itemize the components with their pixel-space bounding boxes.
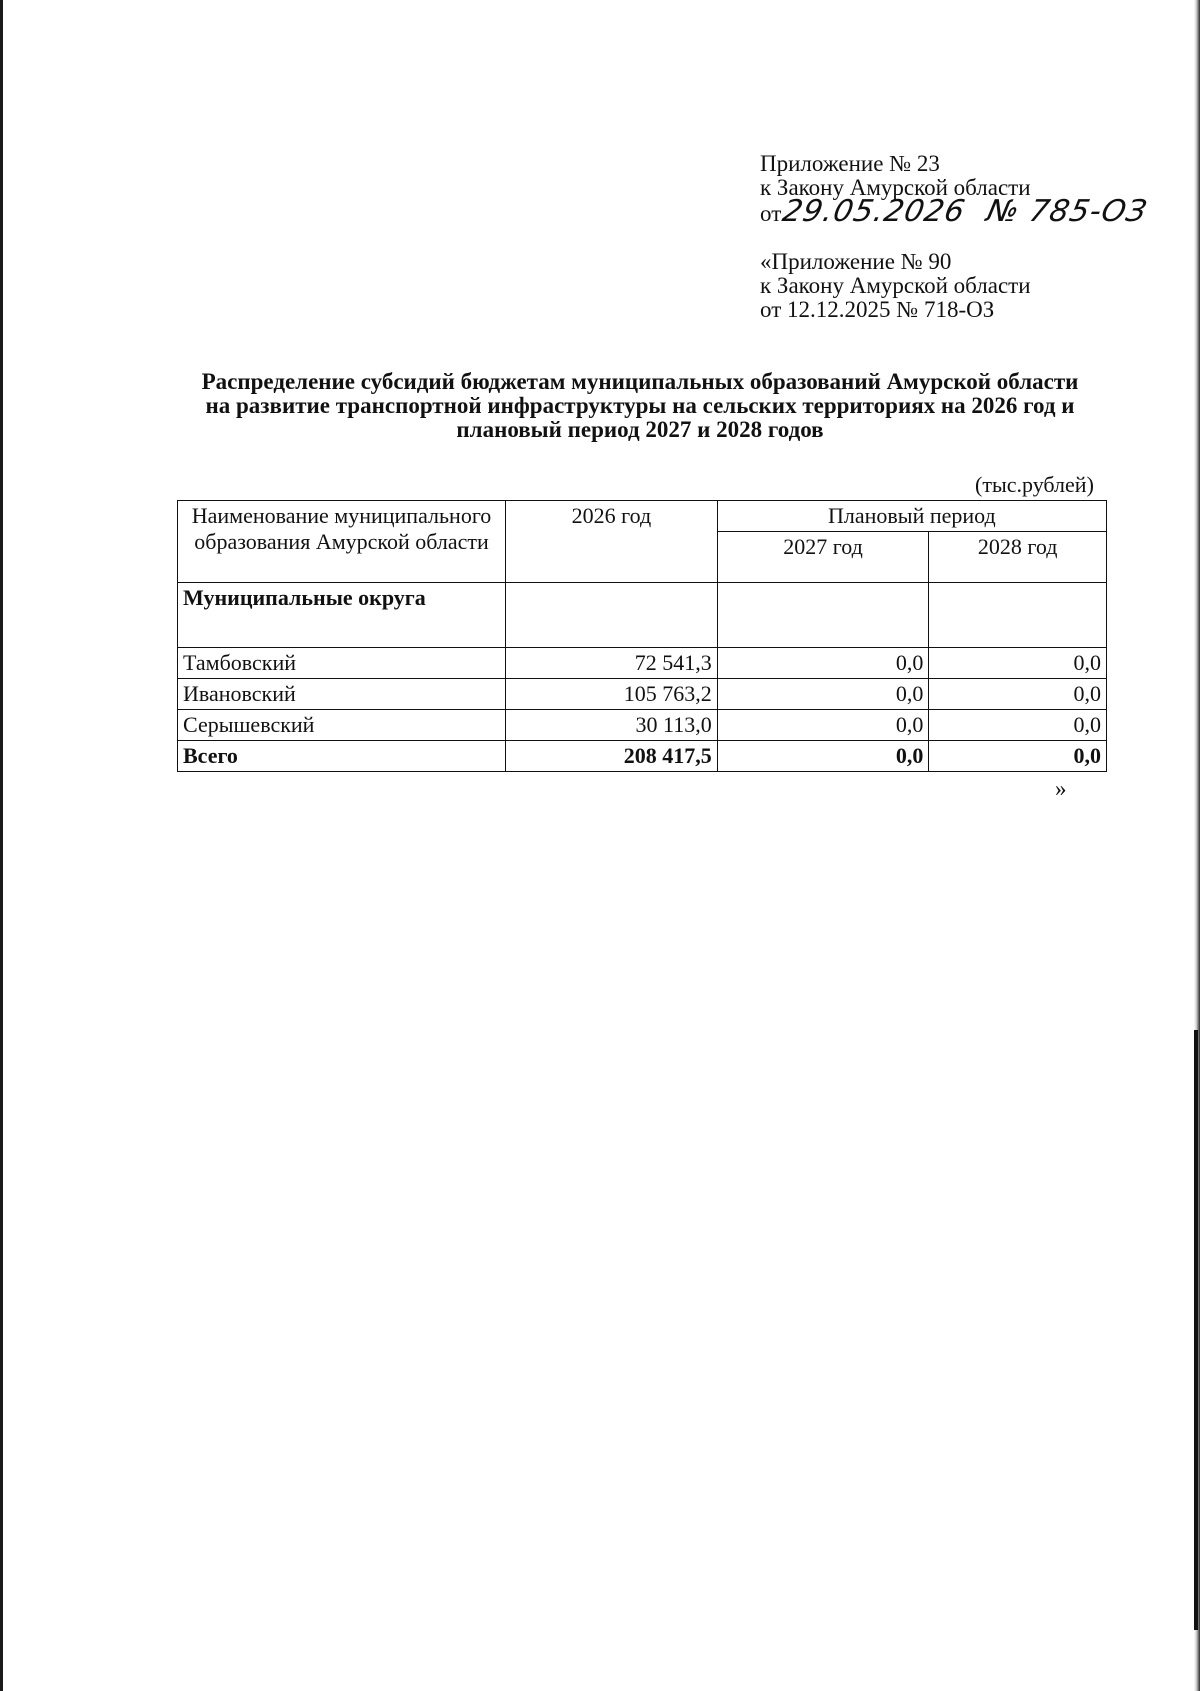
row-name: Ивановский	[178, 679, 506, 710]
amended-appendix-date: от 12.12.2025 № 718-ОЗ	[760, 297, 995, 322]
section-row	[178, 583, 1107, 648]
page-left-edge	[0, 0, 3, 1691]
row-value-2028: 0,0	[929, 710, 1107, 741]
total-value-2026: 208 417,5	[506, 741, 718, 772]
row-value-2028: 0,0	[929, 679, 1107, 710]
table-header-row	[178, 501, 1107, 532]
total-value-2027: 0,0	[717, 741, 929, 772]
handwritten-date: 29.05.2026	[779, 194, 969, 229]
total-row	[178, 741, 1107, 772]
amended-appendix-header	[760, 250, 1031, 322]
total-label: Всего	[178, 741, 506, 772]
row-value-2027: 0,0	[717, 648, 929, 679]
subsidy-distribution-table	[177, 500, 1107, 772]
table-row	[178, 648, 1107, 679]
row-value-2026: 72 541,3	[506, 648, 718, 679]
row-value-2026: 30 113,0	[506, 710, 718, 741]
row-name: Тамбовский	[178, 648, 506, 679]
appendix-date-line	[760, 194, 1151, 229]
appendix-number: Приложение № 23	[760, 151, 940, 176]
document-title	[160, 370, 1120, 442]
row-value-2027: 0,0	[717, 710, 929, 741]
appendix-law-reference: к Закону Амурской области	[760, 175, 1031, 200]
header-2028: 2028 год	[929, 532, 1107, 583]
title-line-1: Распределение субсидий бюджетам муниципальных образований Амурской области	[201, 369, 1079, 394]
title-line-2: на развитие транспортной инфраструктуры на сельских территориях на 2026 год и	[205, 393, 1075, 418]
section-empty-cell	[929, 583, 1107, 648]
table-row	[178, 710, 1107, 741]
total-value-2028: 0,0	[929, 741, 1107, 772]
amended-appendix-number: «Приложение № 90	[760, 249, 952, 274]
row-name: Серышевский	[178, 710, 506, 741]
header-planned-period: Плановый период	[717, 501, 1106, 532]
header-name: Наименование муниципального образования Амурской области	[178, 501, 506, 583]
table-row	[178, 679, 1107, 710]
amended-appendix-law-reference: к Закону Амурской области	[760, 273, 1031, 298]
appendix-date-prefix: от	[760, 201, 782, 226]
title-line-3: плановый период 2027 и 2028 годов	[456, 417, 824, 442]
row-value-2026: 105 763,2	[506, 679, 718, 710]
handwritten-law-number: № 785-ОЗ	[983, 194, 1151, 229]
header-2027: 2027 год	[717, 532, 929, 583]
section-empty-cell	[506, 583, 718, 648]
appendix-header	[760, 151, 1151, 229]
section-label: Муниципальные округа	[178, 583, 506, 648]
section-empty-cell	[717, 583, 929, 648]
closing-quote: »	[1055, 776, 1067, 801]
scan-edge-mark	[1194, 1030, 1198, 1630]
header-2026: 2026 год	[506, 501, 718, 583]
row-value-2027: 0,0	[717, 679, 929, 710]
units-label: (тыс.рублей)	[975, 472, 1094, 497]
row-value-2028: 0,0	[929, 648, 1107, 679]
